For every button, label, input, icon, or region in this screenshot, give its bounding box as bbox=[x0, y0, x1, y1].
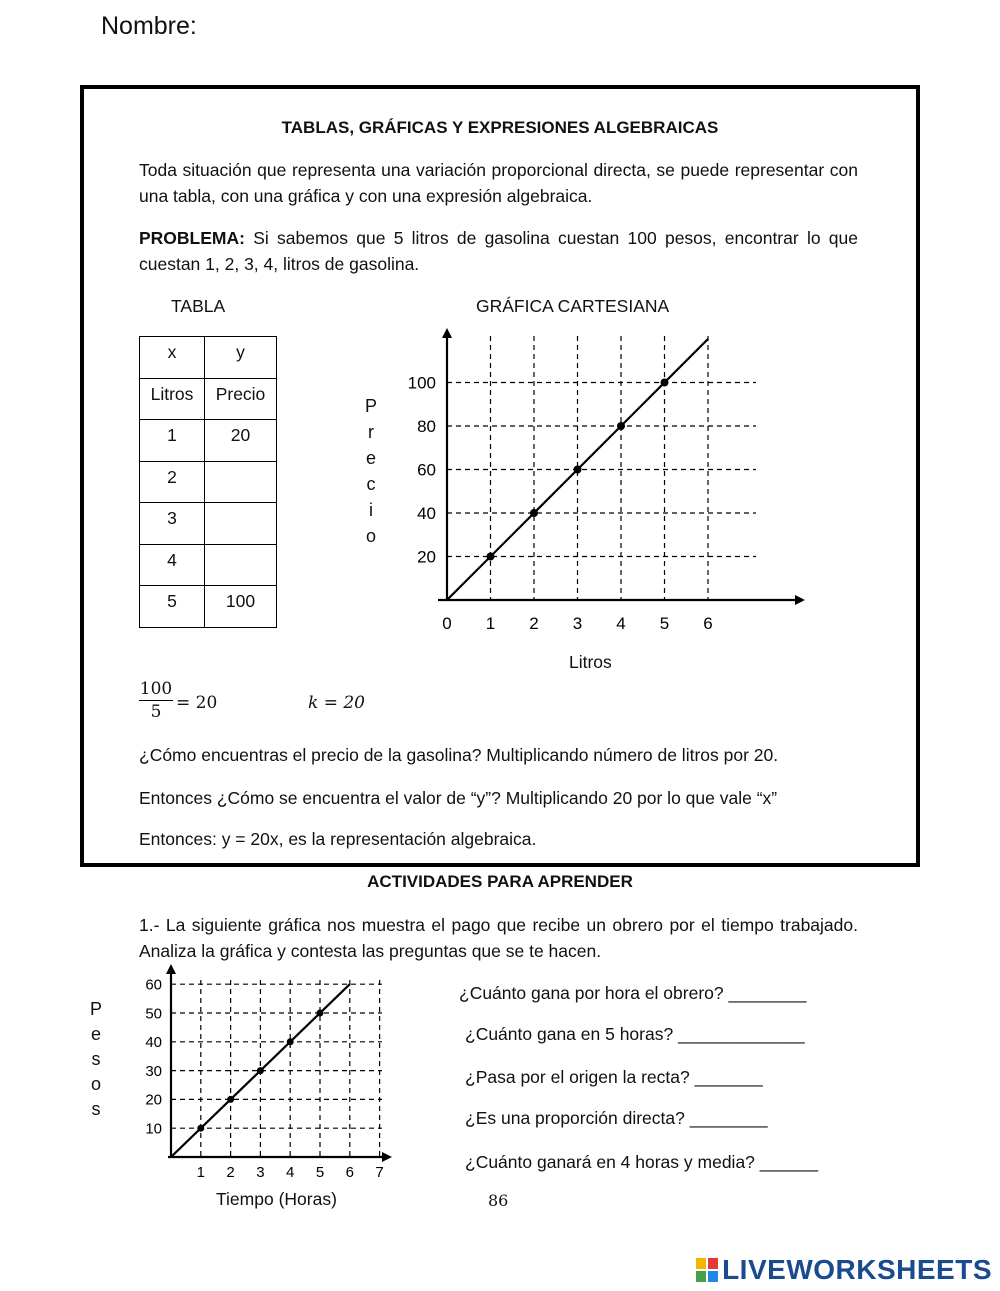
y-tick-label: 100 bbox=[407, 373, 436, 393]
axis-letter: P bbox=[89, 999, 102, 1019]
logo-icon bbox=[696, 1258, 718, 1282]
data-point bbox=[287, 1038, 294, 1045]
logo-text: LIVEWORKSHEETS bbox=[722, 1254, 992, 1285]
data-point bbox=[227, 1096, 234, 1103]
nombre-label: Nombre: bbox=[101, 12, 197, 40]
axis-letter: o bbox=[365, 526, 376, 546]
table-subheader-litros: Litros bbox=[140, 378, 205, 420]
y-tick-label: 50 bbox=[145, 1005, 162, 1023]
page-number: 86 bbox=[488, 1191, 509, 1210]
k-constant: k = 20 bbox=[308, 693, 365, 713]
liveworksheets-logo[interactable] bbox=[696, 1254, 992, 1286]
question-3[interactable]: ¿Pasa por el origen la recta? _______ bbox=[465, 1067, 763, 1087]
question-2[interactable]: ¿Cuánto gana en 5 horas? _____________ bbox=[465, 1024, 805, 1044]
explanation-line-3: Entonces: y = 20x, es la representación algebraica. bbox=[139, 829, 537, 849]
table-row bbox=[140, 420, 277, 462]
explanation-line-2: Entonces ¿Cómo se encuentra el valor de “y”? Multiplicando 20 por lo que vale “x” bbox=[139, 788, 778, 808]
activities-title: ACTIVIDADES PARA APRENDER bbox=[367, 872, 633, 891]
table-cell-input[interactable] bbox=[205, 503, 277, 545]
x-tick-label: 3 bbox=[572, 614, 583, 633]
worker-pay-chart bbox=[130, 962, 395, 1190]
x-axis-label-tiempo: Tiempo (Horas) bbox=[216, 1189, 337, 1209]
x-tick-label: 6 bbox=[345, 1164, 354, 1181]
fraction-denominator: 5 bbox=[150, 702, 162, 722]
axis-letter: P bbox=[364, 396, 377, 416]
axis-letter: r bbox=[368, 422, 374, 442]
axis-letter: e bbox=[90, 1024, 101, 1044]
problem-text: Si sabemos que 5 litros de gasolina cuestan 100 pesos, encontrar lo que cuestan 1, 2, 3, 4, litros de gasolina. bbox=[139, 228, 858, 274]
y-tick-label: 10 bbox=[145, 1120, 162, 1138]
data-point bbox=[574, 466, 582, 474]
y-tick-label: 60 bbox=[145, 976, 162, 994]
data-table bbox=[139, 336, 277, 628]
fraction-numerator: 100 bbox=[139, 679, 173, 699]
activity-instruction: 1.- La siguiente gráfica nos muestra el pago que recibe un obrero por el tiempo trabajado. Analiza la gráfica y contesta las preguntas que se te hacen. bbox=[139, 915, 858, 961]
y-tick-label: 20 bbox=[417, 547, 436, 567]
table-row bbox=[140, 586, 277, 628]
question-5[interactable]: ¿Cuánto ganará en 4 horas y media? ______ bbox=[465, 1152, 819, 1172]
x-tick-label: 3 bbox=[256, 1164, 265, 1181]
y-axis-arrow bbox=[442, 328, 452, 338]
intro-paragraph: Toda situación que representa una variación proporcional directa, se puede representar con una tabla, con una gráfica y con una expresión algebraica. bbox=[139, 160, 858, 206]
x-tick-label: 6 bbox=[703, 614, 713, 633]
x-tick-label: 4 bbox=[286, 1164, 295, 1181]
graph-title: GRÁFICA CARTESIANA bbox=[476, 296, 670, 316]
x-tick-label: 7 bbox=[375, 1164, 384, 1181]
axis-letter: c bbox=[366, 474, 376, 494]
problem-paragraph bbox=[139, 225, 858, 277]
explanation-line-1: ¿Cómo encuentras el precio de la gasolina? Multiplicando número de litros por 20. bbox=[139, 745, 779, 765]
axis-letter: e bbox=[365, 448, 376, 468]
y-tick-label: 40 bbox=[145, 1034, 162, 1052]
question-1[interactable]: ¿Cuánto gana por hora el obrero? ________ bbox=[459, 983, 807, 1003]
x-tick-label: 5 bbox=[315, 1164, 325, 1181]
axis-letter: o bbox=[90, 1074, 101, 1094]
x-tick-label: 1 bbox=[485, 614, 496, 633]
data-point bbox=[197, 1125, 204, 1132]
problem-label: PROBLEMA: bbox=[139, 228, 245, 248]
table-subheader-precio: Precio bbox=[205, 378, 277, 420]
data-point bbox=[317, 1010, 324, 1017]
table-title: TABLA bbox=[171, 296, 226, 316]
data-point bbox=[487, 553, 495, 561]
table-cell: 1 bbox=[140, 420, 205, 462]
x-tick-label: 5 bbox=[659, 614, 670, 633]
table-header-y: y bbox=[205, 337, 277, 379]
table-header-x: x bbox=[140, 337, 205, 379]
x-axis-label-litros: Litros bbox=[569, 652, 612, 672]
x-axis-arrow bbox=[382, 1152, 392, 1162]
data-point bbox=[257, 1067, 264, 1074]
data-point bbox=[661, 379, 669, 387]
precio-vertical-label bbox=[361, 393, 381, 549]
x-tick-label: 4 bbox=[616, 614, 626, 633]
question-4[interactable]: ¿Es una proporción directa? ________ bbox=[465, 1108, 768, 1128]
data-point bbox=[617, 422, 625, 430]
table-row bbox=[140, 461, 277, 503]
x-tick-label: 0 bbox=[442, 614, 452, 633]
x-tick-label: 2 bbox=[529, 614, 539, 633]
table-cell: 20 bbox=[205, 420, 277, 462]
fraction bbox=[139, 679, 173, 722]
table-cell: 4 bbox=[140, 544, 205, 586]
y-tick-label: 30 bbox=[145, 1062, 162, 1080]
table-row bbox=[140, 544, 277, 586]
x-tick-label: 1 bbox=[196, 1164, 205, 1181]
axis-letter: s bbox=[91, 1099, 101, 1119]
y-tick-label: 60 bbox=[417, 460, 436, 480]
table-cell: 100 bbox=[205, 586, 277, 628]
table-cell: 2 bbox=[140, 461, 205, 503]
table-cell: 5 bbox=[140, 586, 205, 628]
x-axis-arrow bbox=[795, 595, 805, 605]
x-tick-label: 2 bbox=[226, 1164, 235, 1181]
table-cell-input[interactable] bbox=[205, 544, 277, 586]
y-axis-arrow bbox=[166, 964, 176, 974]
fraction-result: = 20 bbox=[176, 693, 218, 713]
table-row bbox=[140, 503, 277, 545]
y-tick-label: 80 bbox=[417, 416, 436, 436]
pesos-vertical-label bbox=[86, 997, 106, 1122]
y-tick-label: 20 bbox=[145, 1091, 162, 1109]
data-point bbox=[530, 509, 538, 517]
axis-letter: i bbox=[369, 500, 373, 520]
table-cell: 3 bbox=[140, 503, 205, 545]
axis-letter: s bbox=[91, 1049, 101, 1069]
section-title: TABLAS, GRÁFICAS Y EXPRESIONES ALGEBRAICAS bbox=[281, 118, 719, 137]
y-tick-label: 40 bbox=[417, 503, 436, 523]
gasoline-price-chart bbox=[380, 320, 820, 650]
table-cell-input[interactable] bbox=[205, 461, 277, 503]
